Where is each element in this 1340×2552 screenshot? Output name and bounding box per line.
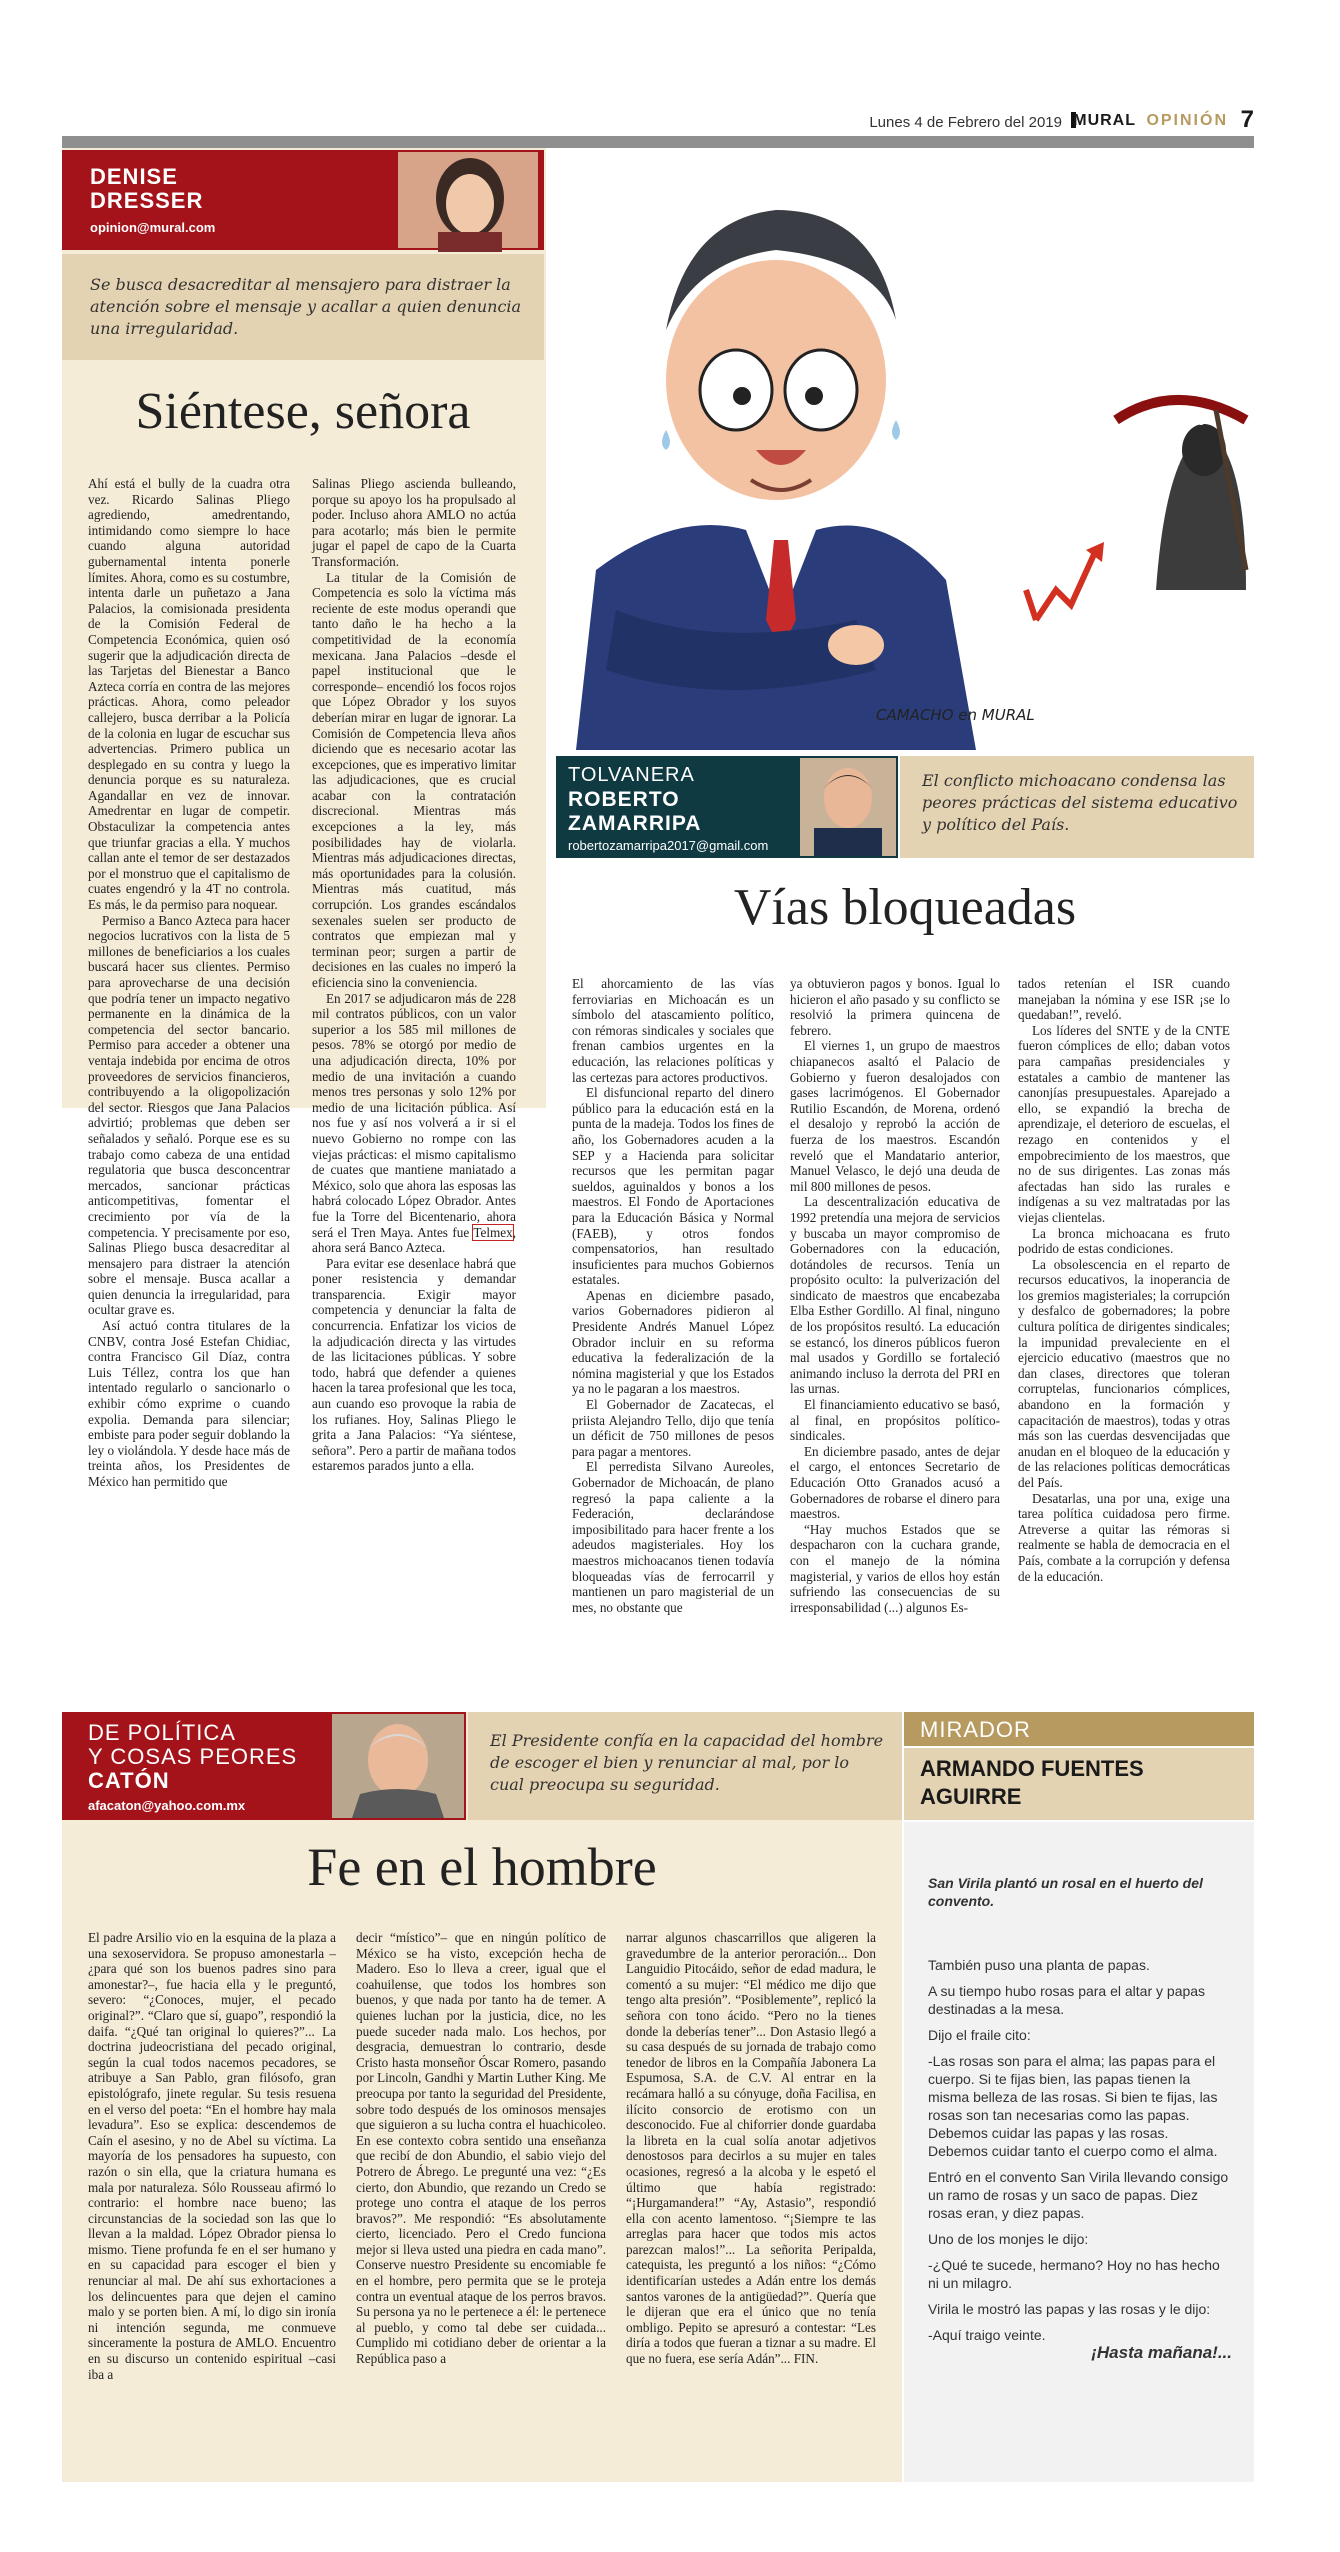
- zamarripa-lead: El conflicto michoacano condensa las peores prácticas del sistema educativo y político del País.: [922, 771, 1238, 834]
- zamarripa-paragraph: ya obtuvieron pagos y bonos. Igual lo hicieron el año pasado y su conflicto se resolvió la primera quincena de febrero.: [790, 976, 1000, 1038]
- caton-name: CATÓN: [88, 1768, 170, 1793]
- zamarripa-col-3: [1018, 976, 1230, 1688]
- mirador-body-box: [904, 1822, 1254, 2482]
- zamarripa-paragraph: Desatarlas, una por una, exige una tarea política cuidadosa pero firme. Atreverse a quitar las rémoras si realmente se habla de democracia en el País, combate a la corrupción y defensa de la educación.: [1018, 1490, 1230, 1584]
- caton-lead-box: [468, 1712, 902, 1820]
- zamarripa-paragraph: El viernes 1, un grupo de maestros chiapanecos asaltó el Palacio de Gobierno y fueron desalojados con gases lacrimógenos. El Gobernador Rutilio Escandón, de Morena, ordenó el desalojo y reprobó la acción de fuerza de los maestros. Escandón reveló que el Mandatario anterior, Manuel Velasco, le dejó una deuda de mil 800 millones de pesos.: [790, 1038, 1000, 1194]
- zamarripa-col-2: [790, 976, 1000, 1688]
- zamarripa-paragraph: Los líderes del SNTE y de la CNTE fueron cómplices de ello; daban votos para campañas presidenciales y estatales a cambio de mantener las canonjías presupuestales. Aparejado a ello, se expandió la brecha de aprendizaje, el deterioro de escuelas, el rezago en contenidos y el empobrecimiento de los maestros, que no de sus dirigentes. Las zonas más afectadas han sido las rurales e indígenas a su vez maltratadas por las viejas clientelas.: [1018, 1022, 1230, 1225]
- mirador-author-first: ARMANDO FUENTES: [920, 1756, 1144, 1781]
- caton-kicker-1: DE POLÍTICA: [88, 1720, 236, 1745]
- zamarripa-name-first: ROBERTO: [568, 788, 680, 811]
- dresser-portrait-image: [398, 152, 538, 248]
- dresser-paragraph: Así actuó contra titulares de la CNBV, contra José Estefan Chidiac, contra Francisco Gil Díaz, contra Luis Téllez, contra los que han intentado regularlo o sancionarlo o exhibir cómo exprime o cuando expolia. Demanda para silenciar; embiste para poder seguir doblando la ley o violándola. Y desde hace más de treinta años, los Presidentes de México han permitido que: [88, 1318, 290, 1489]
- header-rule: [62, 136, 1254, 148]
- zamarripa-paragraph: La bronca michoacana es fruto podrido de estas condiciones.: [1018, 1225, 1230, 1257]
- zamarripa-paragraph: El disfuncional reparto del dinero público para la educación está en la punta de la madeja. Todos los fines de año, los Gobernadores acuden a la SEP y a Hacienda para solicitar recursos que les permitan pagar sueldos, aguinaldos y bonos a los maestros. El Fondo de Aportaciones para la Educación Básica y Normal (FAEB), y otros fondos compensatorios, han resultado insuficientes para muchos Gobiernos estatales.: [572, 1085, 774, 1288]
- caton-lead: El Presidente confía en la capacidad del hombre de escoger el bien y renunciar al mal, por lo cual preocupa su seguridad.: [490, 1731, 884, 1794]
- zamarripa-paragraph: La obsolescencia en el reparto de recursos educativos, la inoperancia de los gremios magisteriales; la corrupción y desfalco de gobernadores; la pobre cultura política de dirigentes sindicales; la impunidad prevaleciente en el ejercicio educativo (maestros que no dan clases, directores que toleran corruptelas, funcionarios cómplices, abandono en la formación y capacitación de maestros), todas y otras más son las cuerdas desvencijadas que anudan en el bloqueo de la educación y de las relaciones políticas democráticas del País.: [1018, 1256, 1230, 1490]
- zamarripa-byline-bar: [556, 756, 898, 858]
- telmex-highlight: Telmex: [473, 1224, 513, 1240]
- zamarripa-paragraph: “Hay muchos Estados que se despacharon con la cuchara grande, con el manejo de la nómina magisterial, y varios de ellos hoy están sufriendo las consecuencias de su irresponsabilidad (...) algunos Es-: [790, 1521, 1000, 1615]
- mirador-paragraph: -Las rosas son para el alma; las papas para el cuerpo. Si te fijas bien, las papas tienen la misma belleza de las rosas. Si bien te fijas, las rosas son tan necesarias como las papas. Debemos cuidar las papas y las rosas. Debemos cuidar tanto el cuerpo como el alma.: [928, 2053, 1218, 2159]
- caton-col-3: [626, 1930, 876, 2470]
- mirador-paragraph: -¿Qué te sucede, hermano? Hoy no has hecho ni un milagro.: [928, 2257, 1220, 2291]
- zamarripa-paragraph: El perredista Silvano Aureoles, Gobernador de Michoacán, de plano regresó la papa caliente a la Federación, declarándose imposibilitado para hacer frente a los adeudos magisteriales. Hoy los maestros michoacanos tienen todavía bloqueadas vías de ferrocarril y mantienen un paro magisterial de un mes, no obstante que: [572, 1459, 774, 1615]
- cartoon-year: 2019: [1176, 413, 1205, 428]
- section-name: OPINIÓN: [1146, 112, 1228, 129]
- mirador-paragraph: Uno de los monjes le dijo:: [928, 2231, 1089, 2247]
- dresser-paragraph: Salinas Pliego ascienda bulleando, porque su apoyo los ha propulsado al poder. Incluso ahora AMLO no actúa para acotarlo; más bien le permite jugar el papel de capo de la Cuarta Transformación.: [312, 476, 516, 569]
- mirador-paragraph: -Aquí traigo veinte.: [928, 2327, 1046, 2343]
- zamarripa-portrait-image: [800, 758, 896, 856]
- dresser-portrait: [398, 152, 538, 248]
- dresser-lead-box: [62, 254, 544, 360]
- caton-col-2: [356, 1930, 606, 2470]
- dresser-col-1: [88, 476, 290, 1489]
- dresser-headline: Siéntese, señora: [135, 383, 471, 440]
- caton-col-1: [88, 1930, 336, 2470]
- page-number: 7: [1240, 106, 1254, 133]
- dresser-paragraph: En 2017 se adjudicaron más de 228 mil contratos públicos, con un valor superior a los 585 mil millones de pesos. 78% se otorgó por medio de una adjudicación directa, 10% por medio de una invitación a cuando menos tres personas y solo 12% por medio de una licitación pública. Así nos fue y así nos volverá a ir si el nuevo Gobierno no rompe con las viejas prácticas: el mismo capitalismo de cuates que mantiene maniatado a México, solo que ahora las esposas las habrá colocado López Obrador. Antes fue la Torre del Bicentenario, ahora será el Tren Maya. Antes fue: [312, 990, 516, 1240]
- zamarripa-portrait: [800, 758, 896, 856]
- dresser-lead: Se busca desacreditar al mensajero para distraer la atención sobre el mensaje y acallar a quien denuncia una irregularidad.: [90, 275, 522, 338]
- caton-byline-bar: [62, 1712, 466, 1820]
- mirador-paragraph: Virila le mostró las papas y las rosas y le dijo:: [928, 2301, 1211, 2317]
- dresser-col-2: [312, 476, 516, 1474]
- caton-paragraph: decir “místico”– que en ningún político de México se ha visto, excepción hecha de Madero. Eso lo lleva a creer, igual que el coahuilense, que todos los hombres son buenos, y que nada por tanto ha de temer. A quienes luchan por la justicia, dice, no les puede suceder nada malo. Los hechos, por desgracia, demuestran lo contrario, desde Cristo hasta monseñor Óscar Romero, pasando por Lincoln, Gandhi y Martin Luther King. Me preocupa por tanto la seguridad del Presidente, sobre todo después de los ominosos mensajes que siguieron a su lucha contra el huachicoleo. En ese contexto cobra sentido una enseñanza que recibí de don Abundio, el sabio viejo del Potrero de Ábrego. Le pregunté una vez: “¿Es cierto, don Abundio, que rezando un Credo se protege uno contra el ataque de los perros bravos?”. Me respondió: “Es absolutamente cierto, licenciado. Pero el Credo funciona mejor si lleva usted una piedra en cada mano”. Conserve nuestro Presidente su encomiable fe en el hombre, pero permita que se le proteja contra un eventual ataque de los perros bravos. Su persona ya no le pertenece a él: le pertenece al pueblo, y como tal debe ser cuidada... Cumplido mi cotidiano deber de orientar a la República paso a: [356, 1930, 606, 2367]
- cartoon-signature: CAMACHO en MURAL: [876, 706, 1035, 724]
- zamarripa-paragraph: El ahorcamiento de las vías ferroviarias en Michoacán es un símbolo del atascamiento político, con rémoras sindicales y sociales que frenan cambios urgentes en la educación, las relaciones políticas y las certezas para actores productivos.: [572, 976, 774, 1085]
- zamarripa-col-1: [572, 976, 774, 1688]
- mirador-signoff: ¡Hasta mañana!...: [1091, 2343, 1232, 2362]
- mirador-paragraph: También puso una planta de papas.: [928, 1957, 1150, 1973]
- mirador-author-last: AGUIRRE: [920, 1784, 1022, 1809]
- zamarripa-paragraph: El financiamiento educativo se basó, al final, en propósitos político-sindicales.: [790, 1397, 1000, 1444]
- paper-name: MURAL: [1073, 112, 1136, 129]
- zamarripa-paragraph: tados retenían el ISR cuando manejaban la nómina y ese ISR ¡se lo quedaban!”, reveló.: [1018, 976, 1230, 1023]
- dresser-byline-bar: [62, 150, 544, 250]
- dresser-paragraph: La titular de la Comisión de Competencia es solo la víctima más reciente de este modus operandi que tanto daño le ha hecho a la competitividad de la economía mexicana. Jana Palacios –desde el papel institucional que le corresponde– encendió los focos rojos que López Obrador y los suyos deberían mirar en lugar de ignorar. La Comisión de Competencia lleva años diciendo que es necesario acotar las excepciones, que es imperativo limitar las adjudicaciones, que es crucial acabar con la contratación discrecional. Mientras más excepciones a la ley, más posibilidades hay de violarla. Mientras más adjudicaciones directas, más oportunidades para la colusión. Mientras más cuatitud, más corrupción. Los grandes escándalos sexenales suelen ser producto de contratos que empiezan mal y terminan peor; surgen a partir de decisiones en las cuales no imperó la eficiencia sino la conveniencia.: [312, 569, 516, 990]
- caton-kicker-2: Y COSAS PEORES: [88, 1744, 298, 1769]
- dresser-paragraph: Permiso a Banco Azteca para hacer negocios lucrativos con la lista de 5 millones de beneficiarios a los cuales buscará hacer sus clientes. Permiso para aprovecharse de una decisión que podría tener un impacto negativo permanente en la dinámica de la competencia del sector bancario. Permiso para acceder a obtener una ventaja indebida por encima de otros proveedores de servicios financieros, contribuyendo a la oligopolización del sector. Riesgos que Jana Palacios advirtió; problemas que deben ser señalados y señaló. Porque ese es su trabajo como cabeza de una entidad regulatoria que busca desconcentrar mercados, sancionar prácticas anticompetitivas, fomentar el crecimiento por vía de la competencia. Y precisamente por eso, Salinas Pliego busca desacreditar al mensajero para distraer la atención sobre el mensaje. Busca acallar a quien denuncia la irregularidad, para ocultar grave es.: [88, 912, 290, 1318]
- mirador-text: [928, 1956, 1232, 2362]
- zamarripa-paragraph: La descentralización educativa de 1992 pretendía una mejora de servicios y buscaba un mayor compromiso de Gobernadores con la educación, dotándoles de recursos. Tenía un propósito oculto: la pulverización del sindicato de maestros que encabezaba Elba Esther Gordillo. Al final, ninguno de los propósitos resultó. La educación se estancó, los dineros públicos fueron mal usados y Gordillo se fortaleció animando incluso la derrota del PRI en las urnas.: [790, 1194, 1000, 1397]
- zamarripa-lead-box: [900, 756, 1254, 858]
- dresser-paragraph: Para evitar ese desenlace habrá que poner resistencia y demandar transparencia. Exigir mayor competencia y denunciar la falta de concurrencia. Enfatizar los vicios de la adjudicación directa y las virtudes de las licitaciones públicas. Y sobre todo, habrá que defender a quienes hacen la tarea profesional que les toca, aun cuando eso provoque la rabia de los rufianes. Hoy, Salinas Pliego le grita a Jana Palacios: “Ya siéntese, señora”. Pero a partir de mañana todos estaremos parados junto a ella.: [312, 1255, 516, 1474]
- zamarripa-paragraph: Apenas en diciembre pasado, varios Gobernadores pidieron al Presidente Andrés Manuel López Obrador incluir en su reforma educativa la federalización de la nómina magisterial y que los Estados ya no le pagaran a los maestros.: [572, 1287, 774, 1397]
- zamarripa-paragraph: En diciembre pasado, antes de dejar el cargo, el entonces Secretario de Educación Otto Granados acusó a Gobernadores de robarse el dinero para maestros.: [790, 1443, 1000, 1522]
- caton-paragraph: narrar algunos chascarrillos que aligeren la gravedumbre de la anterior peroración... Don Languidio Pitocáido, señor de edad madura, le comentó a su mujer: “El médico me dijo que tengo alta presión”. “Posiblemente”, replicó la señora con tono ácido. “Pero no la tienes donde la deberías tener”... Don Astasio llegó a su casa después de su jornada de trabajo como tenedor de libros en la Compañía Jabonera La Espumosa, S.A. de C.V. Al entrar en la recámara halló a su cónyuge, doña Facilisa, en ilícito consorcio de erotismo con un desconocido. Fue al chiforrier donde guardaba la libreta en la cual solía anotar adjetivos denostosos para decirlos a su mujer en tales ocasiones, regresó a la alcoba y le espetó el último que había registrado: “¡Hurgamandera!” “Ay, Astasio”, respondió ella con acento lamentoso. “¡Siempre te las arreglas para hacer que todos mis actos parezcan malos!”... La señorita Peripalda, catequista, les preguntó a los niños: “¿Cómo identificarían ustedes a Adán entre los demás santos varones de la antigüedad?”. Quería que le dijeran que era el único que no tenía ombligo. Pepito se apresuró a contestar: “Les diría a todos que fueran a tiznar a su madre. El que no fuera, ese sería Adán”... FIN.: [626, 1930, 876, 2367]
- mirador-paragraph: Entró en el convento San Virila llevando consigo un ramo de rosas y un saco de papas. Diez rosas eran, y diez papas.: [928, 2169, 1229, 2221]
- caton-portrait: [332, 1714, 464, 1818]
- mirador-kicker: MIRADOR: [920, 1717, 1031, 1742]
- dresser-paragraph-tail: , ahora será Banco Azteca.: [312, 1224, 516, 1256]
- issue-date: Lunes 4 de Febrero del 2019: [869, 114, 1062, 131]
- dresser-paragraph: Ahí está el bully de la cuadra otra vez. Ricardo Salinas Pliego agrediendo, amedrentando, intimidando como siempre lo hace cuando alguna autoridad gubernamental intenta ponerle límites. Ahora, como es su costumbre, intenta darle un puñetazo a Jana Palacios, la comisionada presidenta de la Comisión Federal de Competencia Económica, quien osó sugerir que la adjudicación directa de las Tarjetas del Bienestar a Banco Azteca corría en contra de las mejores prácticas. Ahora, como peleador callejero, busca derribar a la Policía de la colonia en lugar de escuchar sus advertencias. Primero publica un desplegado en su contra y luego la denuncia porque es su naturaleza. Agandallar en vez de innovar. Amedrentar en lugar de competir. Obstaculizar la competencia antes que triunfar gracias a ella. Y muchos callan ante el temor de ser destazados por el monstruo que el capitalismo de cuates engendró y la 4T no controla. Es más, le da permiso para noquear.: [88, 476, 290, 913]
- dresser-email[interactable]: opinion@mural.com: [90, 220, 216, 235]
- zamarripa-email[interactable]: robertozamarripa2017@gmail.com: [568, 838, 769, 853]
- dresser-name-first: DENISE: [90, 164, 178, 189]
- mirador-kicker-bar: [904, 1712, 1254, 1746]
- zamarripa-name-last: ZAMARRIPA: [568, 812, 702, 835]
- mirador-name-box: [904, 1748, 1254, 1820]
- mirador-lead: San Virila plantó un rosal en el huerto del convento.: [928, 1875, 1203, 1909]
- dresser-name-last: DRESSER: [90, 188, 204, 213]
- cartoon-illustration: [556, 150, 1254, 750]
- zamarripa-paragraph: El Gobernador de Zacatecas, el priista Alejandro Tello, dijo que tenía un déficit de 750 millones de pesos para pagar a mentores.: [572, 1397, 774, 1459]
- zamarripa-headline: Vías bloqueadas: [733, 879, 1077, 936]
- caton-paragraph: El padre Arsilio vio en la esquina de la plaza a una sexoservidora. Se propuso amonestarla –¿para qué son los buenos padres sino para amonestar?–, fue hacia ella y le preguntó, severo: “¿Conoces, mujer, el pecado original?”. “Claro que sí, guapo”, respondió la daifa. “¿Qué tan original lo quieres?”... La doctrina judeocristiana del pecado original, según la cual todos nacemos pecadores, se atribuye a San Pablo, gran filósofo, gran epistológrafo, jinete regular. Su tesis resuena en el verso del poeta: “En el hombre hay mala levadura”. Eso se explica: descendemos de Caín el asesino, y no de Abel su víctima. La mayoría de los pensadores ha supuesto, con razón o sin ella, que la criatura humana es mala por naturaleza. Sólo Rousseau afirmó lo contrario: el hombre nace bueno; las circunstancias de la sociedad son las que lo llevan a la maldad. López Obrador piensa lo mismo. Tiene profunda fe en el ser humano y en su capacidad para escoger el bien y renunciar al mal. De ahí sus exhortaciones a los delincuentes para que dejen el camino malo y se porten bien. A mí, lo digo sin ironía ni intención segunda, me conmueve sinceramente la postura de AMLO. Encuentro en su discurso un contenido espiritual –casi iba a: [88, 1930, 336, 2382]
- political-cartoon: [556, 150, 1254, 750]
- caton-headline: Fe en el hombre: [307, 1837, 657, 1897]
- caton-portrait-image: [332, 1714, 464, 1818]
- mirador-paragraph: Dijo el fraile cito:: [928, 2027, 1031, 2043]
- mirador-paragraph: A su tiempo hubo rosas para el altar y papas destinadas a la mesa.: [928, 1983, 1206, 2017]
- caton-email[interactable]: afacaton@yahoo.com.mx: [88, 1798, 246, 1813]
- zamarripa-kicker: TOLVANERA: [568, 764, 695, 786]
